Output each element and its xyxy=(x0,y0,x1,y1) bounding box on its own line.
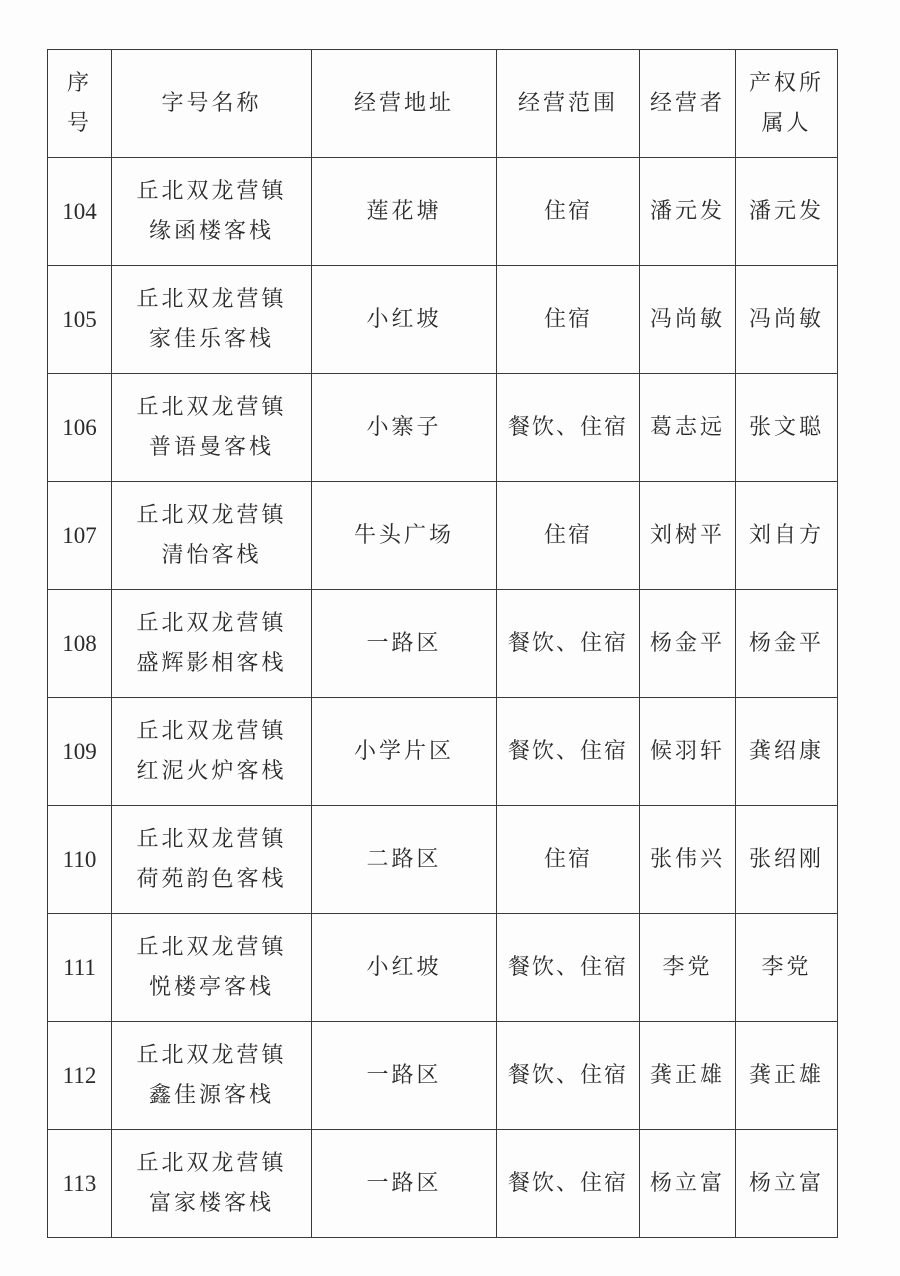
business-name xyxy=(112,158,312,266)
business-name-line1: 丘北双龙营镇 xyxy=(136,502,287,528)
table-row xyxy=(48,590,838,698)
header-owner xyxy=(736,50,838,158)
operator-name: 龚正雄 xyxy=(640,1022,736,1130)
business-name xyxy=(112,590,312,698)
owner-name: 张文聪 xyxy=(736,374,838,482)
operator-name: 冯尚敏 xyxy=(640,266,736,374)
row-number: 107 xyxy=(48,482,112,590)
business-address: 一路区 xyxy=(312,1022,497,1130)
owner-name: 潘元发 xyxy=(736,158,838,266)
operator-name: 潘元发 xyxy=(640,158,736,266)
business-name xyxy=(112,266,312,374)
business-name-line1: 丘北双龙营镇 xyxy=(136,934,287,960)
business-name-line2: 富家楼客栈 xyxy=(148,1190,274,1216)
header-row xyxy=(48,50,838,158)
operator-name: 候羽轩 xyxy=(640,698,736,806)
business-scope: 餐饮、住宿 xyxy=(497,590,640,698)
business-address: 二路区 xyxy=(312,806,497,914)
header-name: 字号名称 xyxy=(112,50,312,158)
business-address: 一路区 xyxy=(312,590,497,698)
business-scope: 住宿 xyxy=(497,806,640,914)
business-name-line1: 丘北双龙营镇 xyxy=(136,718,287,744)
business-name xyxy=(112,1022,312,1130)
row-number: 113 xyxy=(48,1130,112,1238)
business-scope: 住宿 xyxy=(497,482,640,590)
business-name-line2: 荷苑韵色客栈 xyxy=(136,866,287,892)
row-number: 108 xyxy=(48,590,112,698)
table-body xyxy=(48,158,838,1238)
business-name-line2: 普语曼客栈 xyxy=(148,434,274,460)
header-no-line2: 号 xyxy=(66,110,92,136)
row-number: 111 xyxy=(48,914,112,1022)
business-name-line2: 悦楼亭客栈 xyxy=(148,974,274,1000)
operator-name: 刘树平 xyxy=(640,482,736,590)
registry-table xyxy=(47,49,838,1238)
operator-name: 杨立富 xyxy=(640,1130,736,1238)
row-number: 112 xyxy=(48,1022,112,1130)
business-name-line1: 丘北双龙营镇 xyxy=(136,178,287,204)
header-owner-line1: 产权所 xyxy=(748,70,824,96)
business-scope: 住宿 xyxy=(497,158,640,266)
table-row xyxy=(48,1130,838,1238)
operator-name: 杨金平 xyxy=(640,590,736,698)
business-address: 小红坡 xyxy=(312,266,497,374)
business-name xyxy=(112,374,312,482)
owner-name: 刘自方 xyxy=(736,482,838,590)
row-number: 109 xyxy=(48,698,112,806)
operator-name: 张伟兴 xyxy=(640,806,736,914)
business-name-line1: 丘北双龙营镇 xyxy=(136,826,287,852)
business-address: 一路区 xyxy=(312,1130,497,1238)
business-name-line1: 丘北双龙营镇 xyxy=(136,610,287,636)
business-name xyxy=(112,806,312,914)
business-name-line1: 丘北双龙营镇 xyxy=(136,286,287,312)
header-address: 经营地址 xyxy=(312,50,497,158)
owner-name: 杨金平 xyxy=(736,590,838,698)
header-no xyxy=(48,50,112,158)
operator-name: 葛志远 xyxy=(640,374,736,482)
owner-name: 张绍刚 xyxy=(736,806,838,914)
owner-name: 杨立富 xyxy=(736,1130,838,1238)
business-scope: 餐饮、住宿 xyxy=(497,1022,640,1130)
business-address: 小学片区 xyxy=(312,698,497,806)
business-address: 小红坡 xyxy=(312,914,497,1022)
business-address: 牛头广场 xyxy=(312,482,497,590)
owner-name: 龚绍康 xyxy=(736,698,838,806)
table-row xyxy=(48,158,838,266)
table-row xyxy=(48,698,838,806)
table-row xyxy=(48,374,838,482)
business-name-line1: 丘北双龙营镇 xyxy=(136,394,287,420)
business-name-line1: 丘北双龙营镇 xyxy=(136,1150,287,1176)
business-scope: 餐饮、住宿 xyxy=(497,1130,640,1238)
header-scope: 经营范围 xyxy=(497,50,640,158)
business-scope: 餐饮、住宿 xyxy=(497,914,640,1022)
table-header xyxy=(48,50,838,158)
owner-name: 李党 xyxy=(736,914,838,1022)
business-name xyxy=(112,482,312,590)
row-number: 104 xyxy=(48,158,112,266)
business-name-line2: 红泥火炉客栈 xyxy=(136,758,287,784)
business-name xyxy=(112,1130,312,1238)
table-row xyxy=(48,914,838,1022)
business-name-line2: 盛辉影相客栈 xyxy=(136,650,287,676)
header-no-line1: 序 xyxy=(66,70,92,96)
row-number: 110 xyxy=(48,806,112,914)
table-row xyxy=(48,1022,838,1130)
business-name xyxy=(112,698,312,806)
business-scope: 餐饮、住宿 xyxy=(497,374,640,482)
business-address: 莲花塘 xyxy=(312,158,497,266)
table-row xyxy=(48,266,838,374)
business-name-line2: 家佳乐客栈 xyxy=(148,326,274,352)
row-number: 105 xyxy=(48,266,112,374)
header-operator: 经营者 xyxy=(640,50,736,158)
table-row xyxy=(48,482,838,590)
header-owner-line2: 属人 xyxy=(761,110,812,136)
business-name xyxy=(112,914,312,1022)
operator-name: 李党 xyxy=(640,914,736,1022)
business-name-line2: 清怡客栈 xyxy=(161,542,262,568)
owner-name: 龚正雄 xyxy=(736,1022,838,1130)
business-scope: 餐饮、住宿 xyxy=(497,698,640,806)
owner-name: 冯尚敏 xyxy=(736,266,838,374)
row-number: 106 xyxy=(48,374,112,482)
table-row xyxy=(48,806,838,914)
business-scope: 住宿 xyxy=(497,266,640,374)
business-name-line1: 丘北双龙营镇 xyxy=(136,1042,287,1068)
business-name-line2: 鑫佳源客栈 xyxy=(148,1082,274,1108)
business-name-line2: 缘函楼客栈 xyxy=(148,218,274,244)
business-address: 小寨子 xyxy=(312,374,497,482)
